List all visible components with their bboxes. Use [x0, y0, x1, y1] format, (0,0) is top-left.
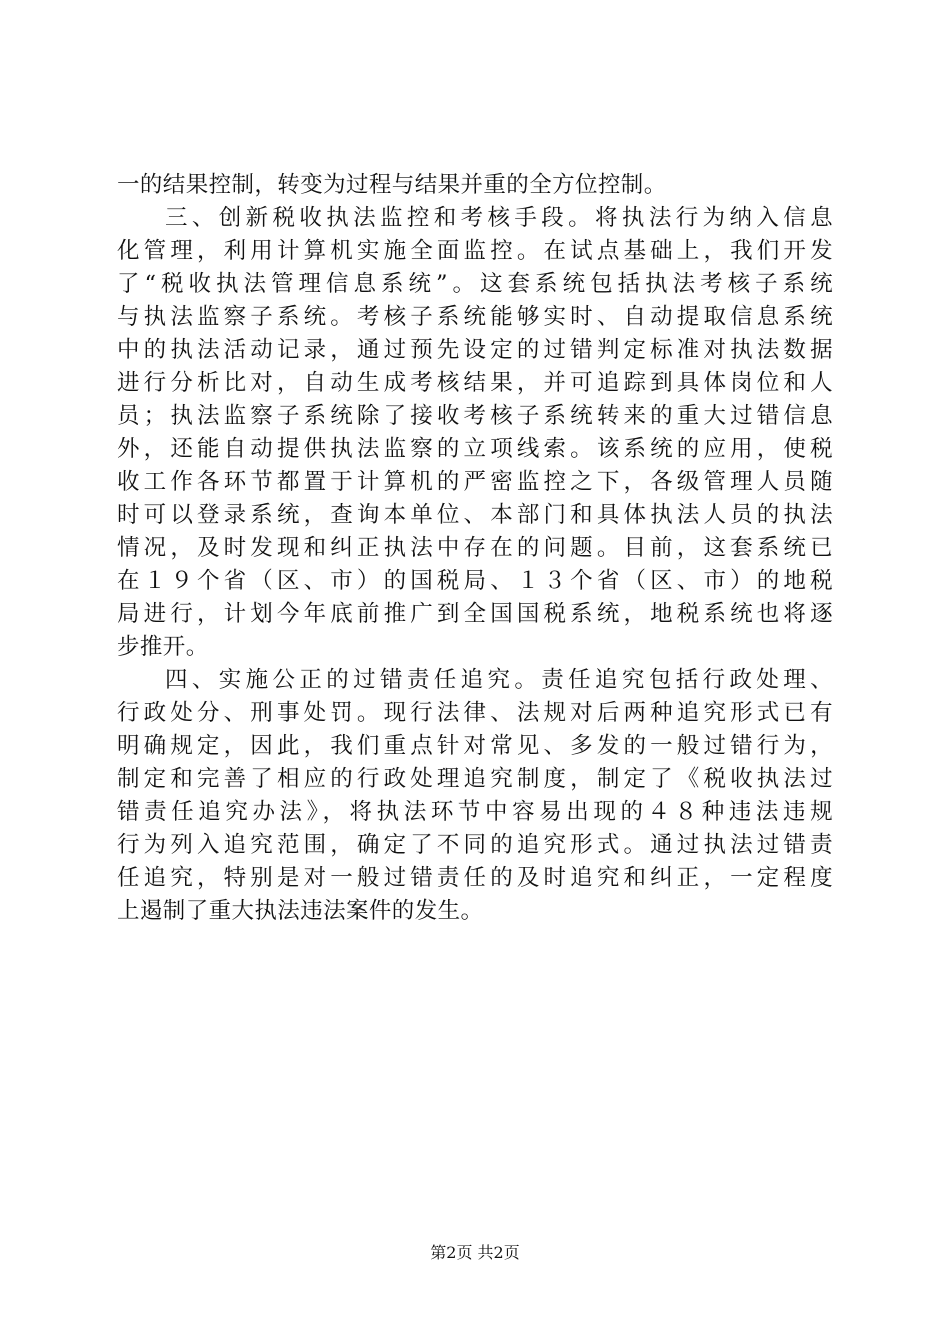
text-line: 员；执法监察子系统除了接收考核子系统转来的重大过错信息	[117, 403, 833, 429]
text-line: 与执法监察子系统。考核子系统能够实时、自动提取信息系统	[117, 304, 833, 330]
text-line: 明确规定，因此，我们重点针对常见、多发的一般过错行为，	[117, 733, 833, 759]
text-line: 错责任追究办法》，将执法环节中容易出现的４８种违法违规	[117, 799, 833, 825]
paragraph-4-first-line: 四、实施公正的过错责任追究。责任追究包括行政处理、	[165, 667, 833, 693]
text-line: 了“税收执法管理信息系统”。这套系统包括执法考核子系统	[117, 271, 833, 297]
page-number-footer: 第2页 共2页	[430, 1243, 520, 1262]
paragraph-3-first-line: 三、创新税收执法监控和考核手段。将执法行为纳入信息	[165, 205, 833, 231]
text-line: 任追究，特别是对一般过错责任的及时追究和纠正，一定程度	[117, 865, 833, 891]
text-line: 时可以登录系统，查询本单位、本部门和具体执法人员的执法	[117, 502, 833, 528]
text-line: 制定和完善了相应的行政处理追究制度，制定了《税收执法过	[117, 766, 833, 792]
text-line: 局进行，计划今年底前推广到全国国税系统，地税系统也将逐	[117, 601, 833, 627]
text-line: 进行分析比对，自动生成考核结果，并可追踪到具体岗位和人	[117, 370, 833, 396]
text-line: 行政处分、刑事处罚。现行法律、法规对后两种追究形式已有	[117, 700, 833, 726]
text-line: 外，还能自动提供执法监察的立项线索。该系统的应用，使税	[117, 436, 833, 462]
text-line: 收工作各环节都置于计算机的严密监控之下，各级管理人员随	[117, 469, 833, 495]
text-line: 中的执法活动记录，通过预先设定的过错判定标准对执法数据	[117, 337, 833, 363]
text-line: 步推开。	[117, 634, 209, 660]
text-line: 情况，及时发现和纠正执法中存在的问题。目前，这套系统已	[117, 535, 833, 561]
text-line: 一的结果控制，转变为过程与结果并重的全方位控制。	[117, 172, 667, 198]
text-line: 化管理，利用计算机实施全面监控。在试点基础上，我们开发	[117, 238, 833, 264]
text-line: 上遏制了重大执法违法案件的发生。	[117, 898, 484, 924]
body-text	[117, 169, 833, 928]
text-line: 行为列入追究范围，确定了不同的追究形式。通过执法过错责	[117, 832, 833, 858]
text-line: 在１９个省（区、市）的国税局、１３个省（区、市）的地税	[117, 568, 833, 594]
